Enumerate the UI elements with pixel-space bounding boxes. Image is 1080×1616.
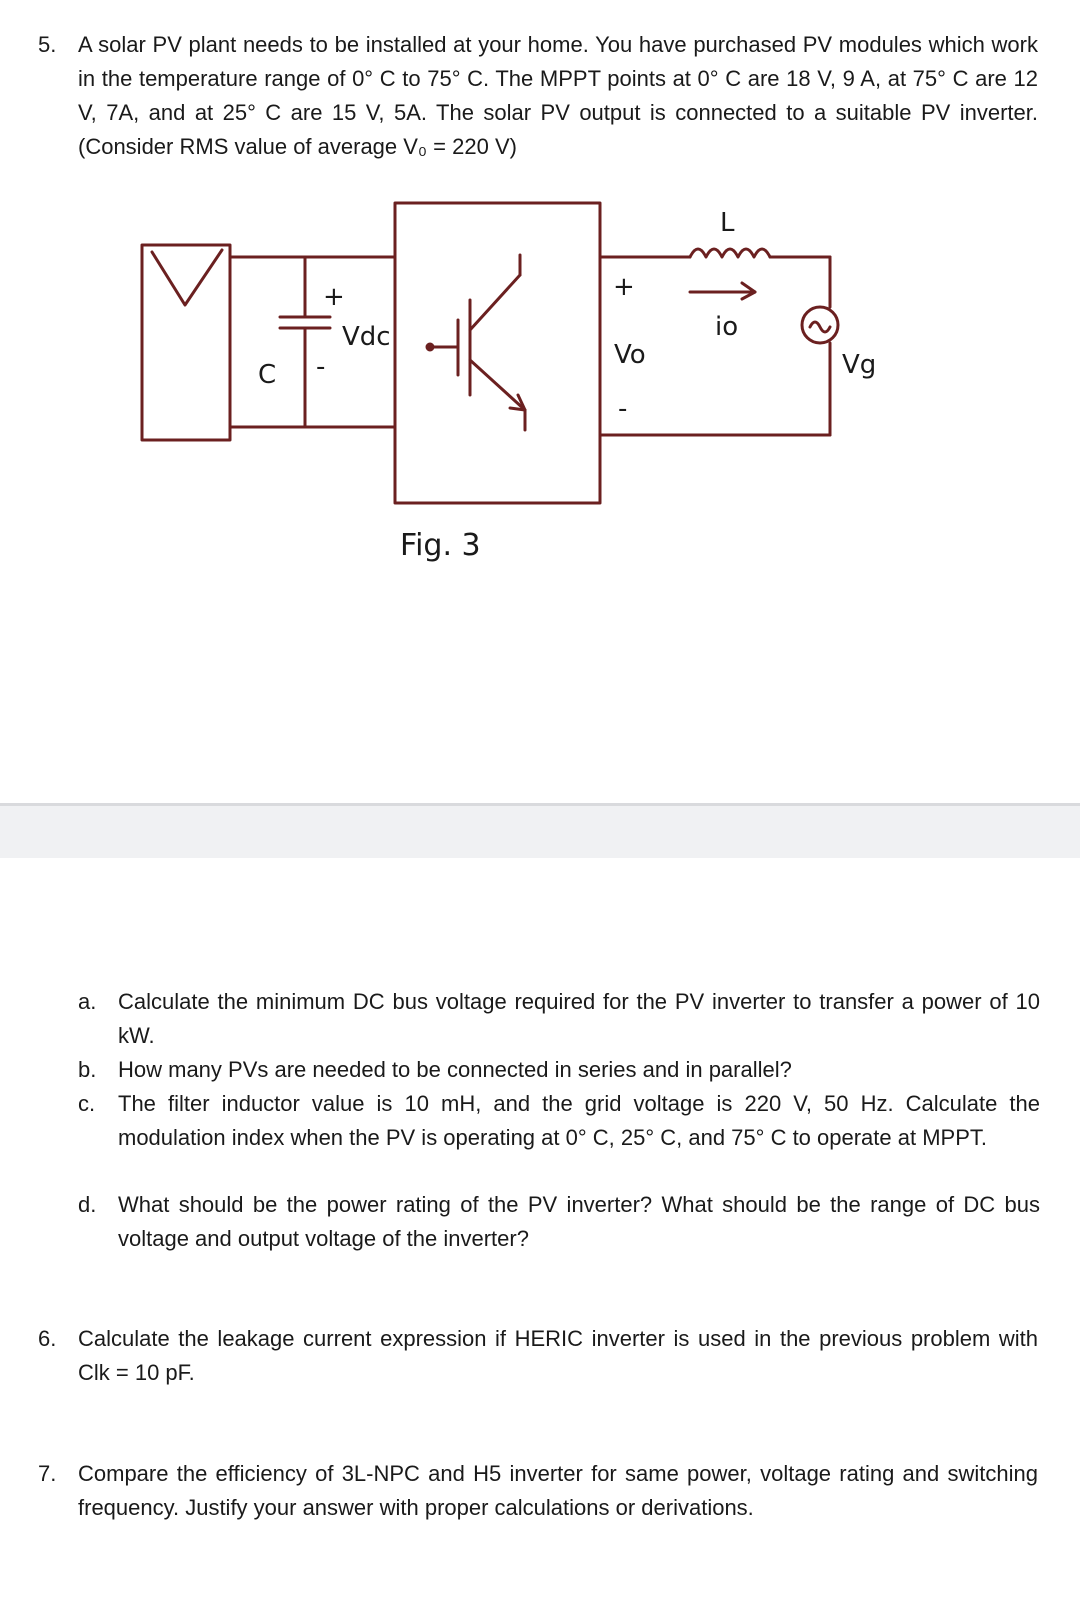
- pv-symbol: [152, 250, 222, 305]
- question-number: 7.: [38, 1461, 57, 1486]
- question-7: [38, 1457, 1038, 1525]
- question-text: Calculate the leakage current expression if HERIC inverter is used in the previous problem with Clk = 10 pF.: [78, 1326, 1038, 1385]
- question-6: [38, 1322, 1038, 1390]
- subpart-letter: d.: [78, 1192, 97, 1217]
- plus-dc-label: +: [323, 282, 345, 312]
- io-label: io: [715, 312, 739, 342]
- inductor-label: L: [720, 208, 735, 238]
- subpart-text: Calculate the minimum DC bus voltage required for the PV inverter to transfer a power of 10 kW.: [118, 989, 1040, 1048]
- subpart-text: How many PVs are needed to be connected in series and in parallel?: [118, 1057, 792, 1082]
- vg-label: Vg: [842, 350, 877, 380]
- subpart-c: [78, 1087, 1040, 1155]
- question-5: [38, 28, 1038, 164]
- question-number: 5.: [38, 32, 57, 57]
- inverter-box: [395, 203, 600, 503]
- plus-out-label: +: [613, 272, 635, 302]
- subpart-text: The filter inductor value is 10 mH, and the grid voltage is 220 V, 50 Hz. Calculate the modulation index when the PV is operating at 0° C, 25° C, and 75° C to operate at MPPT.: [118, 1091, 1040, 1150]
- question-text: A solar PV plant needs to be installed at your home. You have purchased PV modules which work in the temperature range of 0° C to 75° C. The MPPT points at 0° C are 18 V, 9 A, at 75° C are 12 V, 7A, and at 25° C are 15 V, 5A. The solar PV output is connected to a suitable PV inverter. (Consider RMS value of average V₀ = 220 V): [78, 32, 1038, 159]
- subpart-letter: b.: [78, 1057, 97, 1082]
- subpart-a: [78, 985, 1040, 1053]
- subpart-b: [78, 1053, 1040, 1087]
- vo-label: Vo: [614, 340, 646, 370]
- figure-caption: Fig. 3: [400, 528, 481, 563]
- minus-dc-label: -: [316, 352, 326, 382]
- subpart-d: [78, 1188, 1040, 1256]
- minus-out-label: -: [618, 394, 628, 424]
- question-text: Compare the efficiency of 3L-NPC and H5 inverter for same power, voltage rating and switching frequency. Justify your answer with proper calculations or derivations.: [78, 1461, 1038, 1520]
- vdc-label: Vdc: [342, 322, 391, 352]
- subpart-text: What should be the power rating of the PV inverter? What should be the range of DC bus voltage and output voltage of the inverter?: [118, 1192, 1040, 1251]
- page-separator: [0, 803, 1080, 858]
- subpart-letter: a.: [78, 989, 97, 1014]
- subpart-letter: c.: [78, 1091, 96, 1116]
- question-number: 6.: [38, 1326, 57, 1351]
- circuit-diagram: [130, 195, 890, 595]
- inductor-coil: [690, 249, 770, 257]
- pv-module-box: [142, 245, 230, 440]
- capacitor-label: C: [258, 360, 277, 390]
